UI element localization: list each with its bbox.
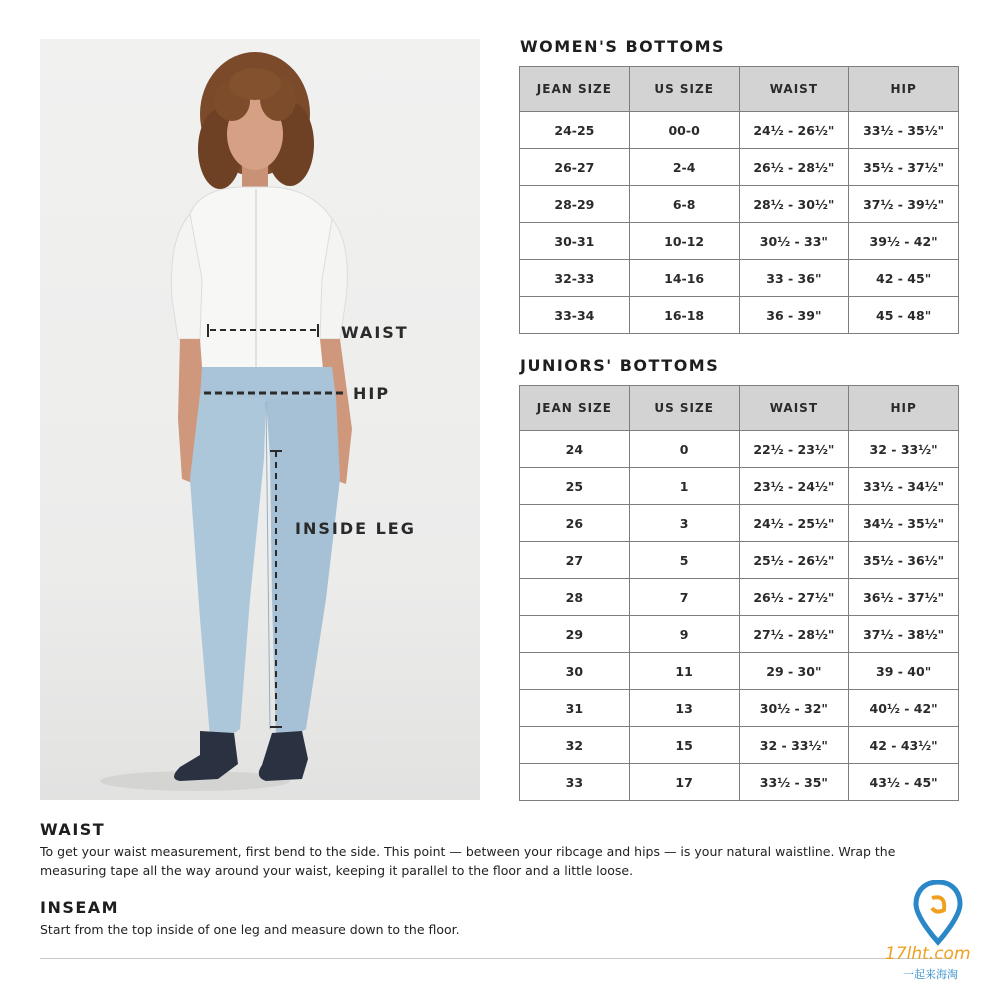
table-cell: 31 [520, 690, 630, 727]
column-header: JEAN SIZE [520, 386, 630, 431]
table-cell: 33½ - 35" [739, 764, 849, 801]
table-cell: 13 [629, 690, 739, 727]
table-row [520, 505, 959, 542]
model-illustration [40, 39, 480, 800]
table-cell: 26½ - 28½" [739, 149, 849, 186]
table-cell: 36½ - 37½" [849, 579, 959, 616]
table-row [520, 727, 959, 764]
table-cell: 25 [520, 468, 630, 505]
table-cell: 39 - 40" [849, 653, 959, 690]
model-photo [40, 39, 480, 800]
table-cell: 00-0 [629, 112, 739, 149]
table-cell: 7 [629, 579, 739, 616]
inseam-instructions: Start from the top inside of one leg and measure down to the floor. [40, 922, 460, 937]
table-cell: 5 [629, 542, 739, 579]
table-cell: 45 - 48" [849, 297, 959, 334]
table-cell: 32 - 33½" [849, 431, 959, 468]
juniors-bottoms-title: JUNIORS' BOTTOMS [520, 356, 720, 375]
column-header: JEAN SIZE [520, 67, 630, 112]
waist-heading: WAIST [40, 820, 106, 839]
table-cell: 26½ - 27½" [739, 579, 849, 616]
table-cell: 33½ - 34½" [849, 468, 959, 505]
table-cell: 16-18 [629, 297, 739, 334]
table-cell: 32-33 [520, 260, 630, 297]
table-row [520, 186, 959, 223]
table-cell: 24½ - 25½" [739, 505, 849, 542]
location-pin-icon [886, 880, 996, 980]
table-cell: 25½ - 26½" [739, 542, 849, 579]
column-header: WAIST [739, 386, 849, 431]
table-row [520, 260, 959, 297]
table-cell: 33½ - 35½" [849, 112, 959, 149]
table-cell: 28 [520, 579, 630, 616]
table-cell: 43½ - 45" [849, 764, 959, 801]
table-cell: 11 [629, 653, 739, 690]
table-row [520, 616, 959, 653]
juniors-size-table [519, 385, 959, 801]
table-cell: 40½ - 42" [849, 690, 959, 727]
table-cell: 3 [629, 505, 739, 542]
table-header-row [520, 67, 959, 112]
table-cell: 1 [629, 468, 739, 505]
table-cell: 24-25 [520, 112, 630, 149]
table-cell: 10-12 [629, 223, 739, 260]
table-cell: 30 [520, 653, 630, 690]
table-cell: 27½ - 28½" [739, 616, 849, 653]
table-cell: 37½ - 39½" [849, 186, 959, 223]
table-cell: 23½ - 24½" [739, 468, 849, 505]
inseam-heading: INSEAM [40, 898, 120, 917]
inside-leg-label: INSIDE LEG [295, 519, 416, 538]
table-cell: 35½ - 36½" [849, 542, 959, 579]
table-cell: 24½ - 26½" [739, 112, 849, 149]
table-cell: 22½ - 23½" [739, 431, 849, 468]
table-row [520, 223, 959, 260]
table-cell: 0 [629, 431, 739, 468]
watermark-subtext: 一起来海淘 [903, 968, 958, 981]
waist-instructions: To get your waist measurement, first bend to the side. This point — between your ribcage and hips — is your natural waistline. Wrap the measuring tape all the way around your waist, keeping it parallel to the floor and a little loose. [40, 844, 896, 878]
table-cell: 9 [629, 616, 739, 653]
womens-bottoms-title: WOMEN'S BOTTOMS [520, 37, 726, 56]
table-cell: 27 [520, 542, 630, 579]
table-row [520, 690, 959, 727]
table-row [520, 542, 959, 579]
table-cell: 32 [520, 727, 630, 764]
table-header-row [520, 386, 959, 431]
waist-label: WAIST [341, 323, 409, 342]
table-cell: 32 - 33½" [739, 727, 849, 764]
table-row [520, 149, 959, 186]
table-cell: 42 - 45" [849, 260, 959, 297]
watermark-text: 17lht.com [885, 944, 971, 964]
column-header: HIP [849, 386, 959, 431]
column-header: US SIZE [629, 386, 739, 431]
table-cell: 30½ - 32" [739, 690, 849, 727]
table-cell: 42 - 43½" [849, 727, 959, 764]
column-header: US SIZE [629, 67, 739, 112]
table-row [520, 468, 959, 505]
table-row [520, 764, 959, 801]
table-cell: 17 [629, 764, 739, 801]
table-cell: 30½ - 33" [739, 223, 849, 260]
table-cell: 15 [629, 727, 739, 764]
table-row [520, 653, 959, 690]
table-cell: 24 [520, 431, 630, 468]
table-cell: 26-27 [520, 149, 630, 186]
table-cell: 34½ - 35½" [849, 505, 959, 542]
hip-label: HIP [353, 384, 391, 403]
table-cell: 6-8 [629, 186, 739, 223]
table-cell: 37½ - 38½" [849, 616, 959, 653]
column-header: HIP [849, 67, 959, 112]
table-cell: 26 [520, 505, 630, 542]
table-row [520, 579, 959, 616]
table-cell: 33-34 [520, 297, 630, 334]
table-cell: 35½ - 37½" [849, 149, 959, 186]
table-row [520, 112, 959, 149]
table-cell: 2-4 [629, 149, 739, 186]
table-cell: 29 [520, 616, 630, 653]
table-row [520, 431, 959, 468]
table-cell: 39½ - 42" [849, 223, 959, 260]
table-cell: 33 - 36" [739, 260, 849, 297]
table-cell: 36 - 39" [739, 297, 849, 334]
table-cell: 28½ - 30½" [739, 186, 849, 223]
column-header: WAIST [739, 67, 849, 112]
divider [40, 958, 952, 959]
table-cell: 14-16 [629, 260, 739, 297]
table-row [520, 297, 959, 334]
womens-size-table [519, 66, 959, 334]
table-cell: 30-31 [520, 223, 630, 260]
table-cell: 33 [520, 764, 630, 801]
table-cell: 29 - 30" [739, 653, 849, 690]
table-cell: 28-29 [520, 186, 630, 223]
